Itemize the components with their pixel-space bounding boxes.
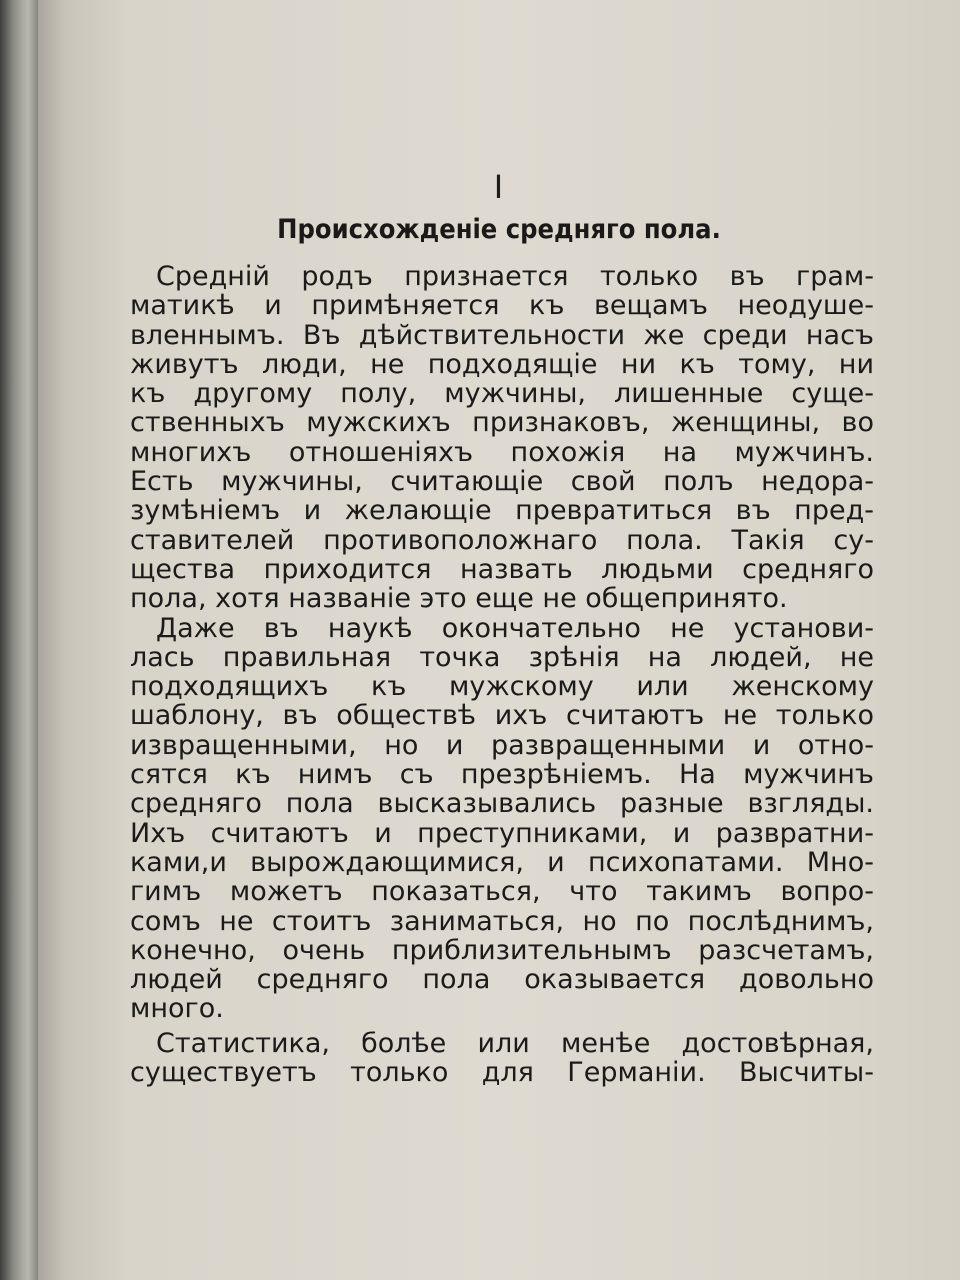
text-line: конечно, очень приблизительнымъ разсчетамъ, xyxy=(130,934,874,966)
text-line: ставителей противоположнаго пола. Такiя су- xyxy=(130,524,874,556)
text-line: гимъ можетъ показаться, что такимъ вопро- xyxy=(130,876,874,908)
chapter-title: Происхожденiе средняго пола. xyxy=(277,214,721,245)
text-line: подходящихъ къ мужскому или женскому xyxy=(130,671,874,703)
chapter-number: I xyxy=(493,168,505,206)
text-line: извращенными, но и развращенными и отно- xyxy=(130,729,874,761)
text-line: ками,и вырождающимися, и психопатами. Мно- xyxy=(130,846,874,878)
book-gutter xyxy=(0,0,40,1280)
text-line: людей средняго пола оказывается довольно xyxy=(130,964,874,996)
text-line: Ихъ считаютъ и преступниками, и развратни- xyxy=(130,817,874,849)
text-line: сомъ не стоитъ заниматься, но по послѣднимъ, xyxy=(130,905,874,937)
text-line: Есть мужчины, считающiе свой полъ недора- xyxy=(130,466,874,498)
text-line: ственныхъ мужскихъ признаковъ, женщины, во xyxy=(130,407,874,439)
text-line: зумѣнiемъ и желающiе превратиться въ пред- xyxy=(130,495,874,527)
text-line: щества приходится назвать людьми средняго xyxy=(130,553,874,585)
book-page xyxy=(38,0,960,1280)
show-through-text xyxy=(158,0,918,250)
text-line: лась правильная точка зрѣнiя на людей, не xyxy=(130,641,874,673)
text-line: много. xyxy=(130,993,224,1025)
text-line: существуетъ только для Германiи. Высчиты- xyxy=(130,1057,874,1089)
text-line: Даже въ наукѣ окончательно не установи- xyxy=(156,612,874,644)
text-line: сятся къ нимъ съ презрѣнiемъ. На мужчинъ xyxy=(130,759,874,791)
text-line: къ другому полу, мужчины, лишенные суще- xyxy=(130,378,874,410)
text-line: шаблону, въ обществѣ ихъ считаютъ не только xyxy=(130,700,874,732)
text-line: пола, хотя названiе это еще не общепринято. xyxy=(130,583,788,615)
text-line: Среднiй родъ признается только въ грам- xyxy=(156,261,874,292)
text-line: средняго пола высказывались разные взгляды. xyxy=(130,788,874,820)
text-line: вленнымъ. Въ дѣйствительности же среди насъ xyxy=(130,319,874,351)
text-line: многихъ отношенiяхъ похожiя на мужчинъ. xyxy=(130,436,874,468)
text-line: Статистика, болѣе или менѣе достовѣрная, xyxy=(156,1027,874,1059)
text-line: матикѣ и примѣняется къ вещамъ неодуше- xyxy=(130,290,874,322)
text-line: живутъ люди, не подходящiе ни къ тому, ни xyxy=(130,348,874,380)
body-text xyxy=(130,262,874,1087)
